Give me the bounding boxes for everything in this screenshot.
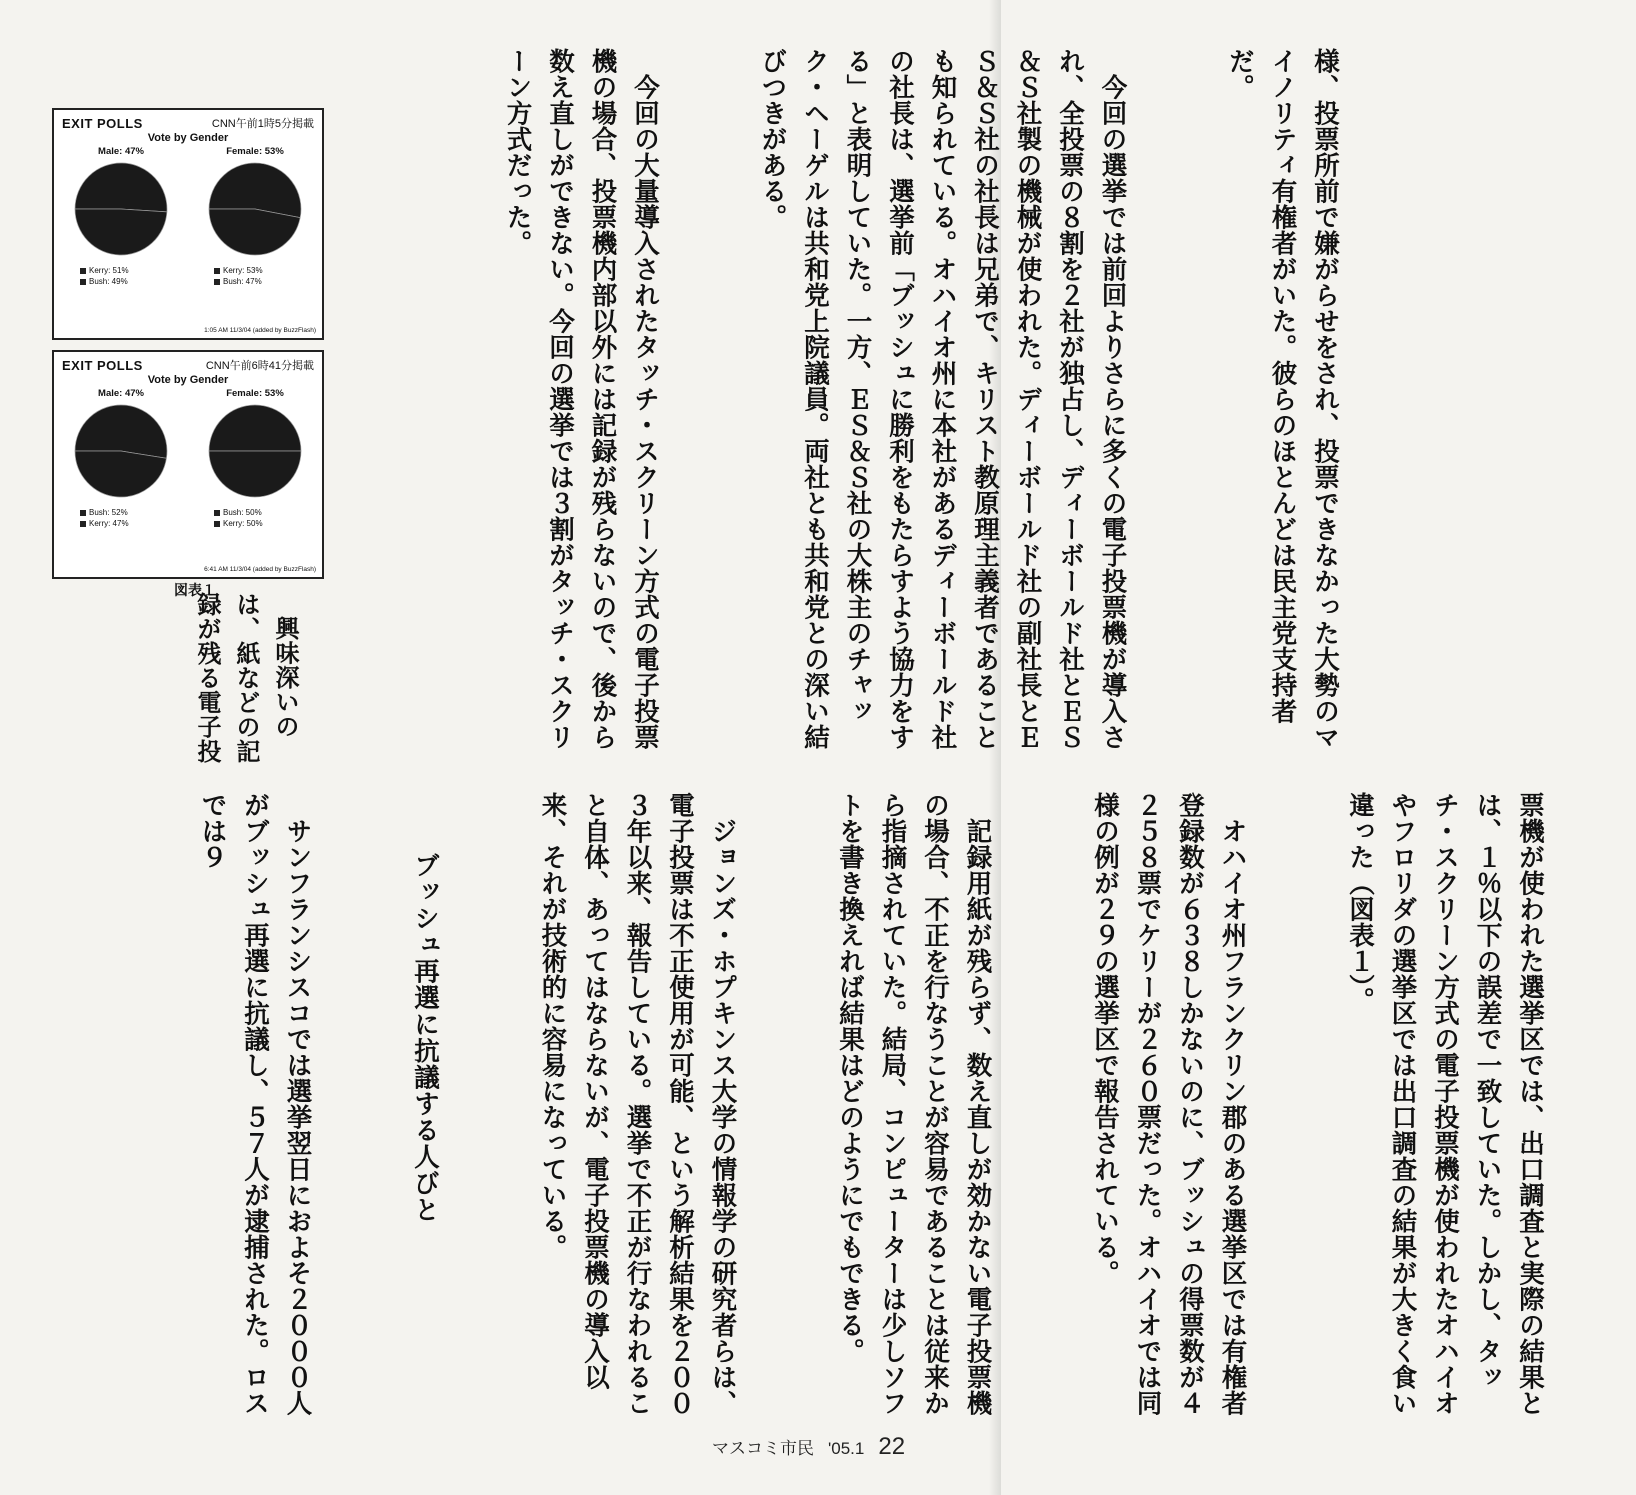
- male-pie-chart: [71, 401, 171, 501]
- paragraph-upper-2: 今回の選挙では前回よりさらに多くの電子投票機が導入され、全投票の８割を２社が独占し、ディーボールド社とＥＳ＆Ｓ社製の機械が使われた。ディーボールド社の副社長とＥＳ＆Ｓ社の社長は兄弟で、キリスト教原理主義者であることも知られている。オハイオ州に本社があるディーボールド社の社長は、選挙前「ブッシュに勝利をもたらすよう協力をする」と表明していた。一方、ＥＳ＆Ｓ社の大株主のチャック・ヘーゲルは共和党上院議員。両社とも共和党との深い結びつきがある。: [757, 48, 1128, 750]
- exit-poll-title: EXIT POLLS: [62, 357, 143, 373]
- lower-article-block: [106, 792, 1545, 1432]
- female-pie-chart: [205, 401, 305, 501]
- legend-item: Bush: 52%: [89, 508, 128, 517]
- legend-swatch: [80, 521, 86, 527]
- legend-swatch: [80, 268, 86, 274]
- exit-poll-figure-1: [52, 108, 324, 340]
- page-folio: [712, 1433, 905, 1461]
- legend-item: Kerry: 50%: [223, 519, 263, 528]
- exit-poll-title: EXIT POLLS: [62, 115, 143, 131]
- paragraph-upper-1: 様、投票所前で嫌がらせをされ、投票できなかった大勢のマイノリティ有権者がいた。彼らのほとんどは民主党支持者だ。: [1225, 48, 1340, 750]
- female-label: Female: 53%: [226, 146, 284, 157]
- exit-poll-footer: 6:41 AM 11/3/04 (added by BuzzFlash): [204, 566, 316, 573]
- legend-item: Kerry: 47%: [89, 519, 129, 528]
- legend-swatch: [80, 279, 86, 285]
- legend-item: Bush: 47%: [223, 277, 262, 286]
- section-heading: ブッシュ再選に抗議する人びと: [410, 852, 440, 1223]
- legend-item: Bush: 50%: [223, 508, 262, 517]
- paragraph-lower-4: ジョンズ・ホプキンス大学の情報学の研究者らは、電子投票は不正使用が可能、という解析結果を２００３年以来、報告している。選挙で不正が行なわれること自体、あってはならないが、電子投票機の導入以来、それが技術的に容易になっている。: [537, 792, 738, 1416]
- paragraph-lower-5: サンフランシスコでは選挙翌日におよそ２０００人がブッシュ再選に抗議し、５７人が逮捕された。ロスでは９: [197, 792, 313, 1416]
- female-label: Female: 53%: [226, 388, 284, 399]
- legend-item: Kerry: 53%: [223, 266, 263, 275]
- paragraph-lower-2: オハイオ州フランクリン郡のある選挙区では有権者登録数が６３８しかないのに、ブッシュの得票数が４２５８票でケリーが２６０票だった。オハイオでは同様の例が２９の選挙区で報告されている。: [1090, 792, 1248, 1416]
- issue-number: '05.1: [828, 1439, 865, 1458]
- figure-side-column: [110, 592, 360, 767]
- upper-text-flow: [411, 48, 1431, 758]
- lower-text-flow: [106, 792, 1636, 1432]
- pie-slice-bush: [75, 209, 167, 255]
- figure-caption: 図表１: [174, 582, 216, 598]
- legend-swatch: [214, 521, 220, 527]
- page-number: 22: [878, 1433, 906, 1460]
- legend-swatch: [214, 268, 220, 274]
- upper-article-block: [411, 48, 1340, 758]
- figure-column-text-flow: [110, 592, 383, 767]
- paragraph-lower-1: 票機が使われた選挙区では、出口調査と実際の結果とは、１％以下の誤差で一致していた。しかし、タッチ・スクリーン方式の電子投票機が使われたオハイオやフロリダの選挙区では出口調査の結果が大きく食い違った（図表１）。: [1345, 792, 1545, 1416]
- pie-slice-kerry: [209, 451, 301, 497]
- exit-poll-time-label: CNN午前1時5分掲載: [211, 118, 314, 130]
- female-pie-chart: [205, 159, 305, 259]
- pie-slice-bush: [209, 405, 301, 451]
- exit-poll-subtitle: Vote by Gender: [147, 374, 229, 386]
- pie-slice-kerry: [75, 451, 166, 497]
- magazine-name: マスコミ市民: [712, 1439, 814, 1458]
- male-label: Male: 47%: [98, 146, 144, 157]
- paragraph-figure-column: 興味深いのは、紙などの記録が残る電子投: [193, 592, 300, 764]
- legend-item: Kerry: 51%: [89, 266, 129, 275]
- exit-poll-figure-2: [52, 350, 324, 579]
- legend-swatch: [214, 510, 220, 516]
- pie-slice-bush: [75, 405, 167, 458]
- paragraph-upper-3: 今回の大量導入されたタッチ・スクリーン方式の電子投票機の場合、投票機内部以外には記録が残らないので、後から数え直しができない。今回の選挙では３割がタッチ・スクリーン方式だった。: [502, 48, 660, 750]
- exit-poll-time-label: CNN午前6時41分掲載: [205, 360, 314, 372]
- pie-slice-bush: [209, 209, 300, 255]
- pie-slice-kerry: [75, 163, 167, 212]
- paragraph-lower-3: 記録用紙が残らず、数え直しが効かない電子投票機の場合、不正を行なうことが容易であることは従来から指摘されていた。結局、コンピューターは少しソフトを書き換えれば結果はどのようにでもできる。: [835, 792, 993, 1416]
- male-pie-chart: [71, 159, 171, 259]
- legend-swatch: [80, 510, 86, 516]
- exit-poll-subtitle: Vote by Gender: [147, 132, 229, 144]
- exit-poll-footer: 1:05 AM 11/3/04 (added by BuzzFlash): [204, 327, 316, 334]
- legend-item: Bush: 49%: [89, 277, 128, 286]
- legend-swatch: [214, 279, 220, 285]
- male-label: Male: 47%: [98, 388, 144, 399]
